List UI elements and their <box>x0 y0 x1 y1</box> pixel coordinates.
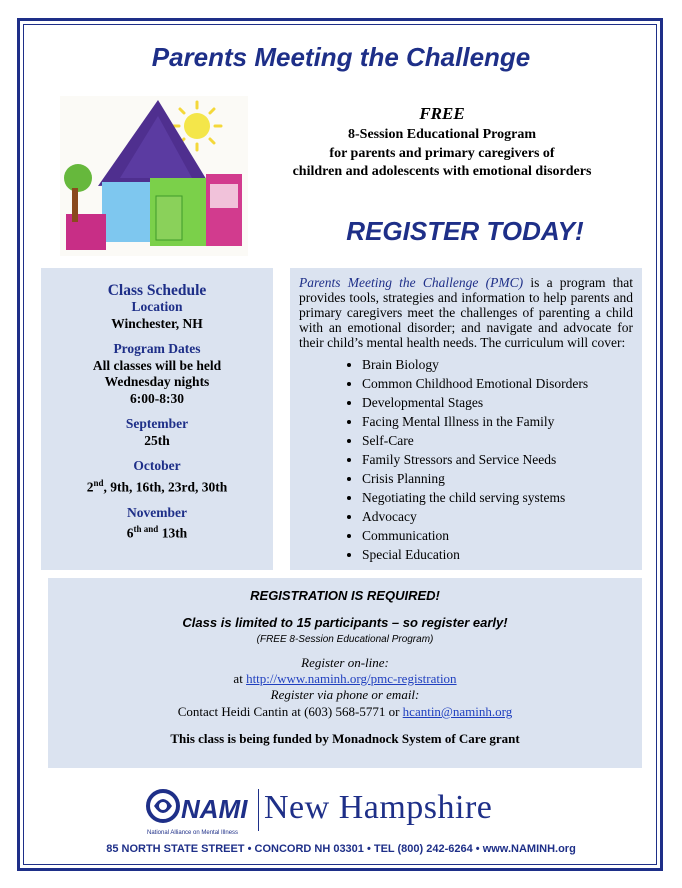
october-dates <box>41 475 273 496</box>
nami-tagline: National Alliance on Mental Illness <box>147 830 239 836</box>
curriculum-item: • Advocacy <box>362 507 633 526</box>
register-phone-label: Register via phone or email: <box>270 687 420 702</box>
program-description-panel <box>290 268 642 570</box>
curriculum-item: • Developmental Stages <box>362 393 633 412</box>
curriculum-item: • Self-Care <box>362 431 633 450</box>
november-other-dates: 13th <box>158 525 188 541</box>
november-dates <box>41 521 273 542</box>
intro-line-2: for parents and primary caregivers of <box>329 145 555 161</box>
curriculum-item: • Negotiating the child serving systems <box>362 488 633 507</box>
november-label: November <box>127 504 187 520</box>
october-first-date: 2 <box>86 479 94 494</box>
program-dates-line-3: 6:00-8:30 <box>130 390 184 406</box>
contact-line <box>48 703 642 721</box>
curriculum-item: • Family Stressors and Service Needs <box>362 450 633 469</box>
september-dates: 25th <box>144 432 170 448</box>
contact-text: Contact Heidi Cantin at (603) 568-5771 or <box>177 704 403 719</box>
intro-line-3: children and adolescents with emotional disorders <box>292 164 592 179</box>
program-description <box>299 275 633 350</box>
nami-logo <box>145 786 257 838</box>
free-program-note: (FREE 8-Session Educational Program) <box>256 634 434 645</box>
registration-required: REGISTRATION IS REQUIRED! <box>250 588 440 603</box>
free-label: FREE <box>419 104 465 123</box>
curriculum-item: • Common Childhood Emotional Disorders <box>362 374 633 393</box>
register-url-line <box>48 671 642 687</box>
register-online-label: Register on-line: <box>301 655 389 670</box>
participant-limit: Class is limited to 15 participants – so register early! <box>182 615 508 630</box>
november-first-date: 6 <box>126 525 134 541</box>
program-dates-label: Program Dates <box>113 341 201 356</box>
location-value: Winchester, NH <box>111 315 203 331</box>
october-label: October <box>133 458 181 473</box>
curriculum-item: • Crisis Planning <box>362 469 633 488</box>
funding-note: This class is being funded by Monadnock System of Care grant <box>170 731 520 746</box>
location-label: Location <box>131 299 183 314</box>
footer-address: 85 NORTH STATE STREET • CONCORD NH 03301 • TEL (800) 242-6264 • www.NAMINH.org <box>106 843 576 855</box>
email-link[interactable]: hcantin@naminh.org <box>402 704 513 719</box>
logo-divider <box>258 789 259 831</box>
curriculum-item: • Special Education <box>362 545 633 564</box>
program-dates-line-1: All classes will be held <box>92 357 222 373</box>
october-first-suffix: nd <box>93 477 104 488</box>
nami-wordmark: NAMI <box>181 794 248 824</box>
intro-line-1: 8-Session Educational Program <box>348 127 536 142</box>
curriculum-item: • Brain Biology <box>362 355 633 374</box>
program-intro <box>262 104 622 182</box>
september-label: September <box>125 416 189 431</box>
new-hampshire-wordmark: New Hampshire <box>264 789 493 826</box>
house-painting-illustration <box>60 96 248 256</box>
curriculum-item: • Communication <box>362 526 633 545</box>
description-text: is a program that provides tools, strategies and information to help parents and primary caregivers meet the challenges of parenting a child with an emotional disorder; and navigate and advocate for their child’s mental health needs. The curriculum will cover: <box>299 275 633 350</box>
program-dates-line-2: Wednesday nights <box>104 374 210 389</box>
register-today-heading: REGISTER TODAY! <box>346 216 584 246</box>
registration-panel <box>48 578 642 768</box>
class-schedule-panel <box>41 268 273 570</box>
curriculum-list <box>299 355 633 564</box>
pmc-name: Parents Meeting the Challenge (PMC) <box>299 275 524 290</box>
nami-swirl-icon <box>148 791 178 821</box>
page-title: Parents Meeting the Challenge <box>151 42 531 72</box>
november-first-suffix: th and <box>133 524 159 534</box>
registration-link[interactable]: http://www.naminh.org/pmc-registration <box>246 671 457 686</box>
register-url-prefix: at <box>233 671 247 686</box>
october-other-dates: , 9th, 16th, 23rd, 30th <box>103 479 228 494</box>
curriculum-item: • Facing Mental Illness in the Family <box>362 412 633 431</box>
schedule-heading: Class Schedule <box>107 282 207 299</box>
